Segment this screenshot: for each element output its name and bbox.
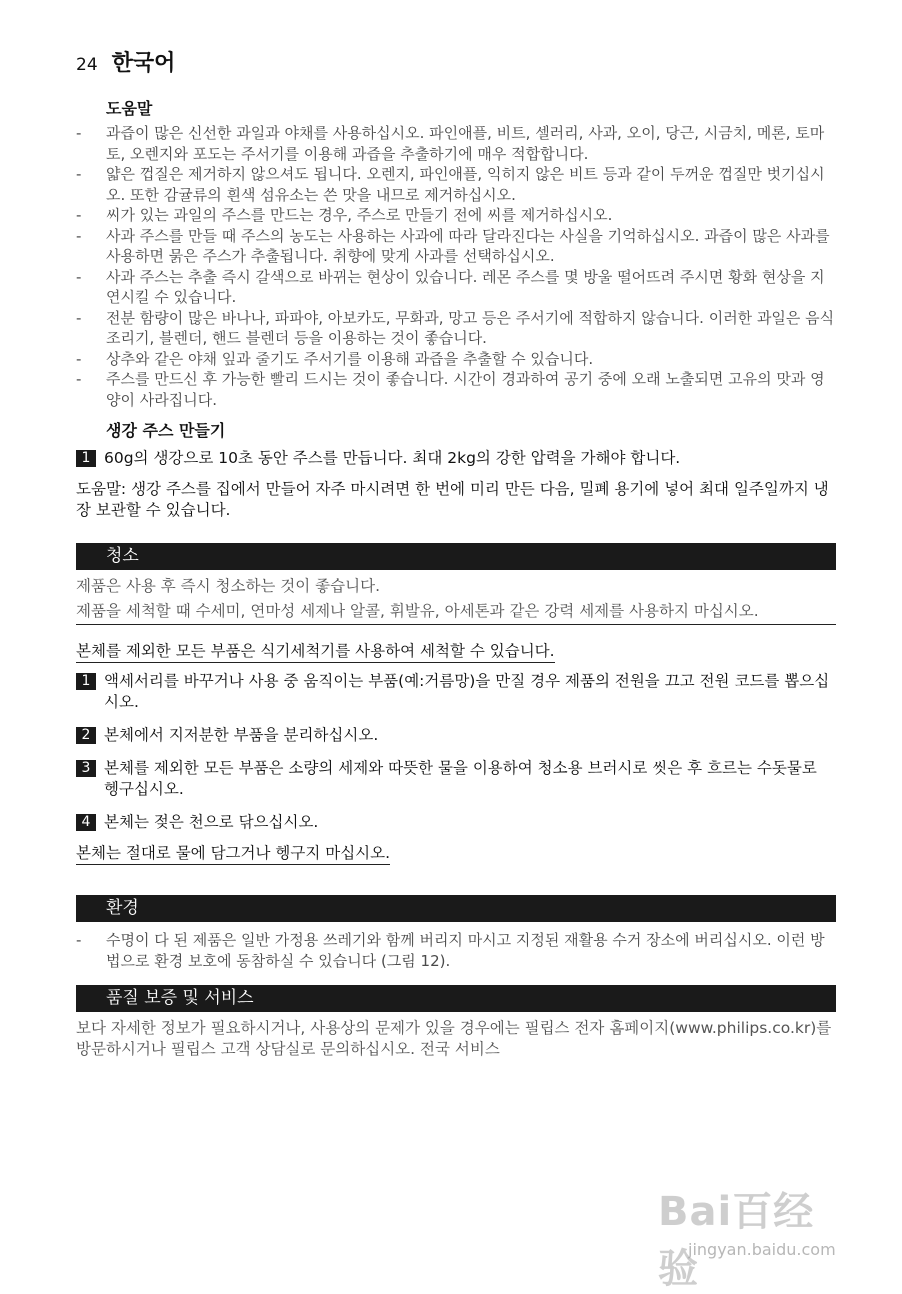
watermark-logo bbox=[648, 1140, 848, 1292]
ginger-heading: 생강 주스 만들기 bbox=[106, 421, 226, 440]
cleaning-step bbox=[76, 671, 836, 713]
tips-list bbox=[76, 123, 836, 410]
step-number: 2 bbox=[76, 727, 96, 744]
section-bar-warranty: 품질 보증 및 서비스 bbox=[76, 985, 836, 1012]
list-item: - 사과 주스는 추출 즉시 갈색으로 바뀌는 현상이 있습니다. 레몬 주스를 몇 방울 떨어뜨려 주시면 황화 현상을 지연시킬 수 있습니다. bbox=[76, 267, 825, 306]
list-item: - 씨가 있는 과일의 주스를 만드는 경우, 주스로 만들기 전에 씨를 제거하십시오. bbox=[76, 206, 613, 224]
list-item: - 사과 주스를 만들 때 주스의 농도는 사용하는 사과에 따라 달라진다는 사실을 기억하십시오. 과즙이 많은 사과를 사용하면 묽은 주스가 추출됩니다. 취향에 맞게 사과를 선택하십시오. bbox=[76, 226, 830, 265]
step-number: 1 bbox=[76, 450, 96, 467]
section-bar-cleaning: 청소 bbox=[76, 543, 836, 570]
section-bar-environment: 환경 bbox=[76, 895, 836, 922]
tips-heading: 도움말 bbox=[106, 99, 153, 118]
list-item: - 전분 함량이 많은 바나나, 파파야, 아보카도, 무화과, 망고 등은 주서기에 적합하지 않습니다. 이러한 과일은 음식 조리기, 블렌더, 핸드 블렌더 등을 이용하는 것이 좋습니다. bbox=[76, 308, 835, 347]
page-body bbox=[76, 98, 836, 1060]
list-item: - 상추와 같은 야채 잎과 줄기도 주서기를 이용해 과즙을 추출할 수 있습니다. bbox=[76, 349, 594, 368]
step-number: 3 bbox=[76, 760, 96, 777]
language-label: 한국어 bbox=[111, 51, 176, 76]
cleaning-step bbox=[76, 725, 836, 746]
list-item: - 과즙이 많은 신선한 과일과 야채를 사용하십시오. 파인애플, 비트, 셀러리, 사과, 오이, 당근, 시금치, 메론, 토마토, 오렌지와 포도는 주서기를 이용해 과즙을 추출하기에 매우 적합합니다. bbox=[76, 124, 825, 163]
step-text: 60g의 생강으로 10초 동안 주스를 만듭니다. 최대 2kg의 강한 압력을 가해야 합니다. bbox=[104, 449, 681, 467]
step-number: 1 bbox=[76, 673, 96, 690]
dishwasher-note: 본체를 제외한 모든 부품은 식기세척기를 사용하여 세척할 수 있습니다. bbox=[76, 641, 555, 663]
cleaning-step bbox=[76, 812, 836, 833]
ginger-step bbox=[76, 448, 836, 469]
page-number: 24 bbox=[76, 55, 98, 75]
step-number: 4 bbox=[76, 814, 96, 831]
step-text: 본체에서 지저분한 부품을 분리하십시오. bbox=[104, 726, 379, 744]
cleaning-intro: 제품은 사용 후 즉시 청소하는 것이 좋습니다. bbox=[76, 577, 381, 595]
page-header bbox=[76, 46, 175, 77]
step-text: 본체는 젖은 천으로 닦으십시오. bbox=[104, 813, 319, 831]
step-text: 액세서리를 바꾸거나 사용 중 움직이는 부품(예:거름망)을 만질 경우 제품의 전원을 끄고 전원 코드를 뽑으십시오. bbox=[104, 672, 830, 711]
warranty-text: 보다 자세한 정보가 필요하시거나, 사용상의 문제가 있을 경우에는 필립스 전자 홈페이지(www.philips.co.kr)를 방문하시거나 필립스 고객 상담실로 문의하십시오. 전국 서비스 bbox=[76, 1019, 832, 1058]
list-item: - 얇은 껍질은 제거하지 않으셔도 됩니다. 오렌지, 파인애플, 익히지 않은 비트 등과 같이 두꺼운 껍질만 벗기십시오. 또한 감귤류의 흰색 섬유소는 쓴 맛을 내므로 제거하십시오. bbox=[76, 165, 825, 204]
cleaning-warning: 제품을 세척할 때 수세미, 연마성 세제나 알콜, 휘발유, 아세톤과 같은 강력 세제를 사용하지 마십시오. bbox=[76, 601, 836, 625]
list-item: - 수명이 다 된 제품은 일반 가정용 쓰레기와 함께 버리지 마시고 지정된 재활용 수거 장소에 버리십시오. 이런 방법으로 환경 보호에 동참하실 수 있습니다 (그림 12). bbox=[76, 931, 825, 970]
step-text: 본체를 제외한 모든 부품은 소량의 세제와 따뜻한 물을 이용하여 청소용 브러시로 씻은 후 흐르는 수돗물로 헹구십시오. bbox=[104, 759, 817, 798]
environment-list bbox=[76, 930, 836, 971]
watermark-logo-text: Bai百经验 bbox=[658, 1189, 815, 1292]
immersion-warning: 본체는 절대로 물에 담그거나 헹구지 마십시오. bbox=[76, 843, 390, 865]
ginger-tip: 도움말: 생강 주스를 집에서 만들어 자주 마시려면 한 번에 미리 만든 다음, 밀폐 용기에 넣어 최대 일주일까지 냉장 보관할 수 있습니다. bbox=[76, 480, 829, 519]
cleaning-step bbox=[76, 758, 836, 800]
watermark-url: jingyan.baidu.com bbox=[688, 1240, 836, 1259]
list-item: - 주스를 만드신 후 가능한 빨리 드시는 것이 좋습니다. 시간이 경과하여 공기 중에 오래 노출되면 고유의 맛과 영양이 사라집니다. bbox=[76, 370, 825, 409]
